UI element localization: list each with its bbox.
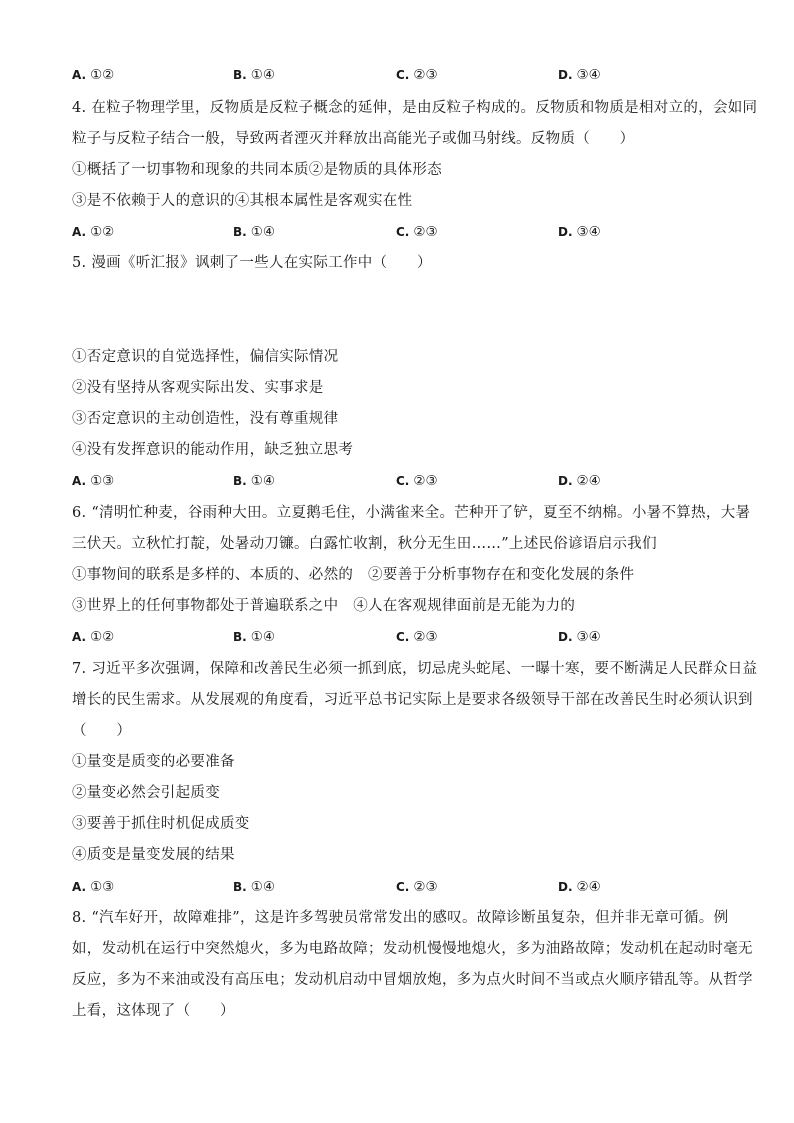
q6-options — [72, 627, 732, 647]
q4-statement-2: ③是不依赖于人的意识的④其根本属性是客观实在性 — [72, 193, 413, 209]
q8-stem-line-2: 如，发动机在运行中突然熄火，多为电路故障；发动机慢慢地熄火，多为油路故障；发动机在起动时毫无 — [72, 941, 753, 957]
q7-stem-line-2: 增长的民生需求。从发展观的角度看，习近平总书记实际上是要求各级领导干部在改善民生时必须认识到 — [72, 692, 753, 708]
q5-option-b[interactable]: B. ①④ — [233, 473, 275, 489]
q7-statement-4: ④质变是量变发展的结果 — [72, 847, 235, 863]
q4-option-b[interactable]: B. ①④ — [233, 224, 275, 240]
q3-options — [72, 65, 732, 85]
q4-option-c[interactable]: C. ②③ — [396, 224, 438, 240]
q6-option-d[interactable]: D. ③④ — [558, 629, 601, 645]
q6-statement-1: ①事物间的联系是多样的、本质的、必然的 ②要善于分析事物存在和变化发展的条件 — [72, 567, 635, 583]
q7-option-a[interactable]: A. ①③ — [72, 879, 115, 895]
q7-stem-line-3: （ ） — [72, 723, 132, 739]
q7-statement-3: ③要善于抓住时机促成质变 — [72, 816, 250, 832]
q4-options — [72, 222, 732, 242]
q7-options — [72, 877, 732, 897]
q3-option-a[interactable]: A. ①② — [72, 67, 115, 83]
q7-statement-1: ①量变是质变的必要准备 — [72, 754, 235, 770]
q4-option-a[interactable]: A. ①② — [72, 224, 115, 240]
q7-option-d[interactable]: D. ②④ — [558, 879, 601, 895]
q8-stem-line-4: 上看，这体现了（ ） — [72, 1003, 235, 1019]
q8-stem-line-1: 8. “汽车好开，故障难排”，这是许多驾驶员常常发出的感叹。故障诊断虽复杂，但并非无章可循。例 — [72, 910, 729, 926]
q6-option-b[interactable]: B. ①④ — [233, 629, 275, 645]
q7-option-b[interactable]: B. ①④ — [233, 879, 275, 895]
q6-statement-2: ③世界上的任何事物都处于普遍联系之中 ④人在客观规律面前是无能为力的 — [72, 598, 576, 614]
q8-stem-line-3: 反应，多为不来油或没有高压电；发动机启动中冒烟放炮，多为点火时间不当或点火顺序错乱等。从哲学 — [72, 972, 753, 988]
q5-statement-4: ④没有发挥意识的能动作用，缺乏独立思考 — [72, 442, 354, 458]
q4-statement-1: ①概括了一切事物和现象的共同本质②是物质的具体形态 — [72, 162, 442, 178]
q4-stem-line-2: 粒子与反粒子结合一般，导致两者湮灭并释放出高能光子或伽马射线。反物质（ ） — [72, 131, 635, 147]
q4-option-d[interactable]: D. ③④ — [558, 224, 601, 240]
q5-statement-3: ③否定意识的主动创造性，没有尊重规律 — [72, 411, 339, 427]
q5-option-d[interactable]: D. ②④ — [558, 473, 601, 489]
q3-option-b[interactable]: B. ①④ — [233, 67, 275, 83]
q7-stem-line-1: 7. 习近平多次强调，保障和改善民生必须一抓到底，切忌虎头蛇尾、一曝十寒，要不断满足人民群众日益 — [72, 661, 758, 677]
q6-stem-line-1: 6. “清明忙种麦，谷雨种大田。立夏鹅毛住，小满雀来全。芒种开了铲，夏至不纳棉。小暑不算热，大暑 — [72, 505, 751, 521]
q6-option-c[interactable]: C. ②③ — [396, 629, 438, 645]
q5-statement-2: ②没有坚持从客观实际出发、实事求是 — [72, 380, 324, 396]
q4-stem-line-1: 4. 在粒子物理学里，反物质是反粒子概念的延伸，是由反粒子构成的。反物质和物质是相对立的，会如同 — [72, 100, 758, 116]
q5-options — [72, 471, 732, 491]
q6-stem-line-2: 三伏天。立秋忙打靛，处暑动刀镰。白露忙收割，秋分无生田……”上述民俗谚语启示我们 — [72, 536, 657, 552]
q6-option-a[interactable]: A. ①② — [72, 629, 115, 645]
q5-option-c[interactable]: C. ②③ — [396, 473, 438, 489]
q5-option-a[interactable]: A. ①③ — [72, 473, 115, 489]
q5-stem-line-1: 5. 漫画《听汇报》讽刺了一些人在实际工作中（ ） — [72, 255, 432, 271]
q3-option-c[interactable]: C. ②③ — [396, 67, 438, 83]
q7-statement-2: ②量变必然会引起质变 — [72, 785, 220, 801]
q3-option-d[interactable]: D. ③④ — [558, 67, 601, 83]
q5-statement-1: ①否定意识的自觉选择性，偏信实际情况 — [72, 349, 339, 365]
q7-option-c[interactable]: C. ②③ — [396, 879, 438, 895]
